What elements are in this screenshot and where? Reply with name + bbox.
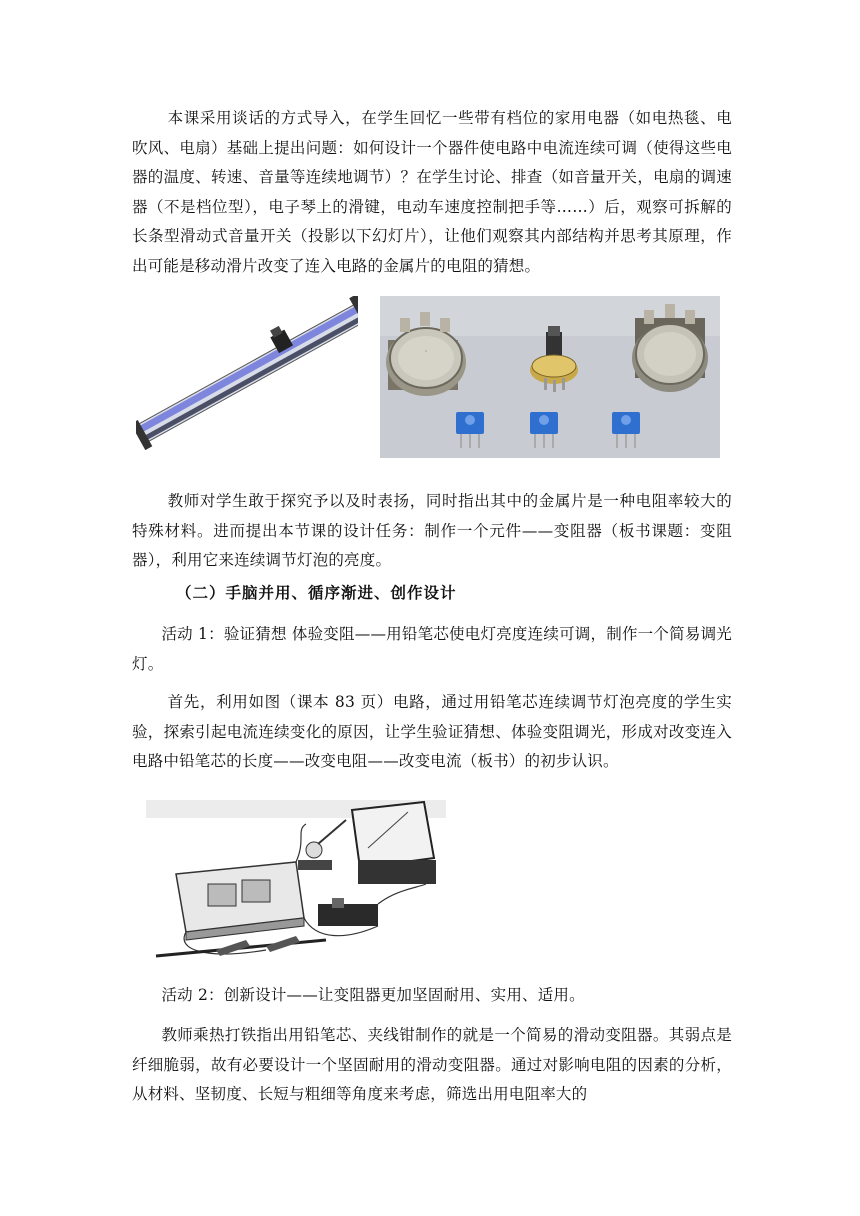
potentiometers-photo	[380, 296, 720, 458]
svg-text:·: ·	[424, 347, 428, 356]
blue-trimmer-3	[612, 412, 640, 448]
paragraph-experiment: 首先，利用如图（课本 83 页）电路，通过用铅笔芯连续调节灯泡亮度的学生实验，探索引起电流连续变化的原因，让学生验证猜想、体验变阻调光，形成对改变连入电路中铅笔芯的长度——改变电阻——改变电流（板书）的初步认识。	[132, 693, 732, 770]
battery-box	[176, 862, 304, 940]
paragraph-teacher-praise: 教师对学生敢于探究予以及时表扬，同时指出其中的金属片是一种电阻率较大的特殊材料。进而提出本节课的设计任务：制作一个元件——变阻器（板书课题：变阻器），利用它来连续调节灯泡的亮度。	[132, 492, 732, 569]
section-heading: （二）手脑并用、循序渐进、创作设计	[176, 583, 457, 602]
slide-rheostat-image	[136, 296, 358, 456]
paragraph-intro: 本课采用谈话的方式导入，在学生回忆一些带有档位的家用电器（如电热毯、电吹风、电扇）基础上提出问题：如何设计一个器件使电路中电流连续可调（使得这些电器的温度、转速、音量等连续地调节）？在学生讨论、排查（如音量开关，电扇的调速器（不是档位型），电子琴上的滑键，电动车速度控制把手等……）后，观察可拆解的长条型滑动式音量开关（投影以下幻灯片），让他们观察其内部结构并思考其原理，作出可能是移动滑片改变了连入电路的金属片的电阻的猜想。	[132, 109, 732, 275]
paragraph-design: 教师乘热打铁指出用铅笔芯、夹线钳制作的就是一个简易的滑动变阻器。其弱点是纤细脆弱，故有必要设计一个坚固耐用的滑动变阻器。通过对影响电阻的因素的分析，从材料、坚韧度、长短与粗细等角度来考虑，筛选出用电阻率大的	[132, 1026, 732, 1103]
blue-trimmer-2	[530, 412, 558, 448]
paragraph-activity-1: 活动 1：验证猜想 体验变阻——用铅笔芯使电灯亮度连续可调，制作一个简易调光灯。	[132, 625, 732, 673]
meter	[352, 802, 436, 884]
paragraph-activity-2: 活动 2：创新设计——让变阻器更加坚固耐用、实用、适用。	[161, 986, 585, 1004]
blue-trimmer-1	[456, 412, 484, 448]
pencil-lead-circuit-image	[146, 800, 446, 970]
